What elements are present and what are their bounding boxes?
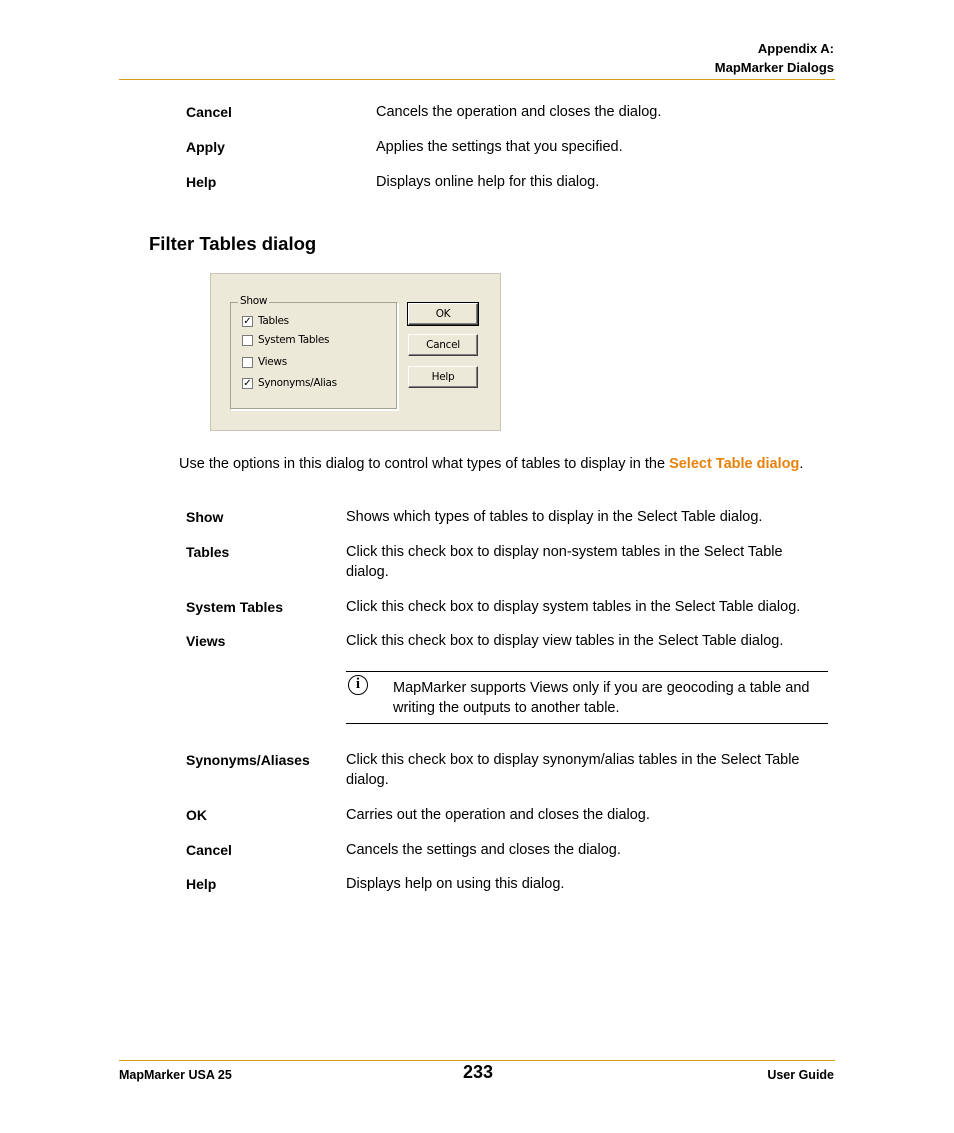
term-ok: OK [186, 807, 207, 823]
desc-tables: Click this check box to display non-system tables in the Select Table dialog. [346, 544, 783, 580]
cancel-button[interactable]: Cancel [408, 334, 478, 356]
desc-show: Shows which types of tables to display in the Select Table dialog. [346, 509, 763, 525]
checkbox-synonyms-label: Synonyms/Alias [258, 377, 337, 389]
help-button[interactable]: Help [408, 366, 478, 388]
ok-button[interactable]: OK [408, 303, 478, 325]
note-text: MapMarker supports Views only if you are geocoding a table and writing the outputs to another table. [393, 680, 810, 716]
desc-system-tables: Click this check box to display system tables in the Select Table dialog. [346, 599, 801, 615]
term-show: Show [186, 509, 224, 525]
info-icon: i [348, 675, 368, 695]
desc-cancel-2: Cancels the settings and closes the dialog. [346, 842, 621, 858]
checkbox-box[interactable] [242, 357, 253, 368]
intro-end: . [799, 456, 804, 472]
footer-rule [119, 1060, 835, 1061]
term-tables: Tables [186, 544, 230, 560]
intro-paragraph [179, 456, 803, 472]
select-table-dialog-link[interactable]: Select Table dialog [669, 456, 800, 472]
checkbox-synonyms[interactable] [242, 376, 337, 390]
note-bottom-rule [346, 723, 828, 724]
desc-help-2: Displays help on using this dialog. [346, 876, 565, 892]
checkbox-system-tables-label: System Tables [258, 334, 330, 346]
term-cancel-2: Cancel [186, 842, 232, 858]
term-synonyms: Synonyms/Aliases [186, 752, 310, 768]
footer-guide: User Guide [767, 1068, 834, 1082]
check-icon[interactable]: ✓ [243, 315, 252, 327]
term-system-tables: System Tables [186, 599, 284, 615]
checkbox-tables-label: Tables [258, 315, 289, 327]
desc-synonyms: Click this check box to display synonym/alias tables in the Select Table dialog. [346, 752, 800, 788]
checkbox-system-tables[interactable] [242, 333, 329, 347]
term-cancel: Cancel [186, 104, 232, 120]
checkbox-views-label: Views [258, 356, 287, 368]
checkbox-tables[interactable] [242, 314, 289, 328]
term-apply: Apply [186, 139, 225, 155]
term-help-2: Help [186, 876, 217, 892]
desc-apply: Applies the settings that you specified. [376, 139, 623, 155]
term-views: Views [186, 633, 226, 649]
intro-text: Use the options in this dialog to control what types of tables to display in the [179, 456, 670, 472]
checkbox-box[interactable] [242, 335, 253, 346]
term-help: Help [186, 174, 217, 190]
desc-cancel: Cancels the operation and closes the dialog. [376, 104, 662, 120]
desc-ok: Carries out the operation and closes the dialog. [346, 807, 650, 823]
filter-tables-dialog [210, 273, 501, 431]
header-appendix: Appendix A: [757, 41, 834, 56]
section-title: Filter Tables dialog [149, 233, 317, 254]
desc-views: Click this check box to display view tables in the Select Table dialog. [346, 633, 784, 649]
header-rule [119, 79, 835, 80]
footer-product: MapMarker USA 25 [119, 1068, 232, 1082]
checkbox-views[interactable] [242, 355, 287, 369]
show-group-label: Show [240, 295, 268, 307]
desc-help: Displays online help for this dialog. [376, 174, 600, 190]
note-top-rule [346, 671, 828, 672]
page-number: 233 [463, 1062, 494, 1082]
header-chapter: MapMarker Dialogs [714, 60, 834, 75]
check-icon[interactable]: ✓ [243, 377, 252, 389]
